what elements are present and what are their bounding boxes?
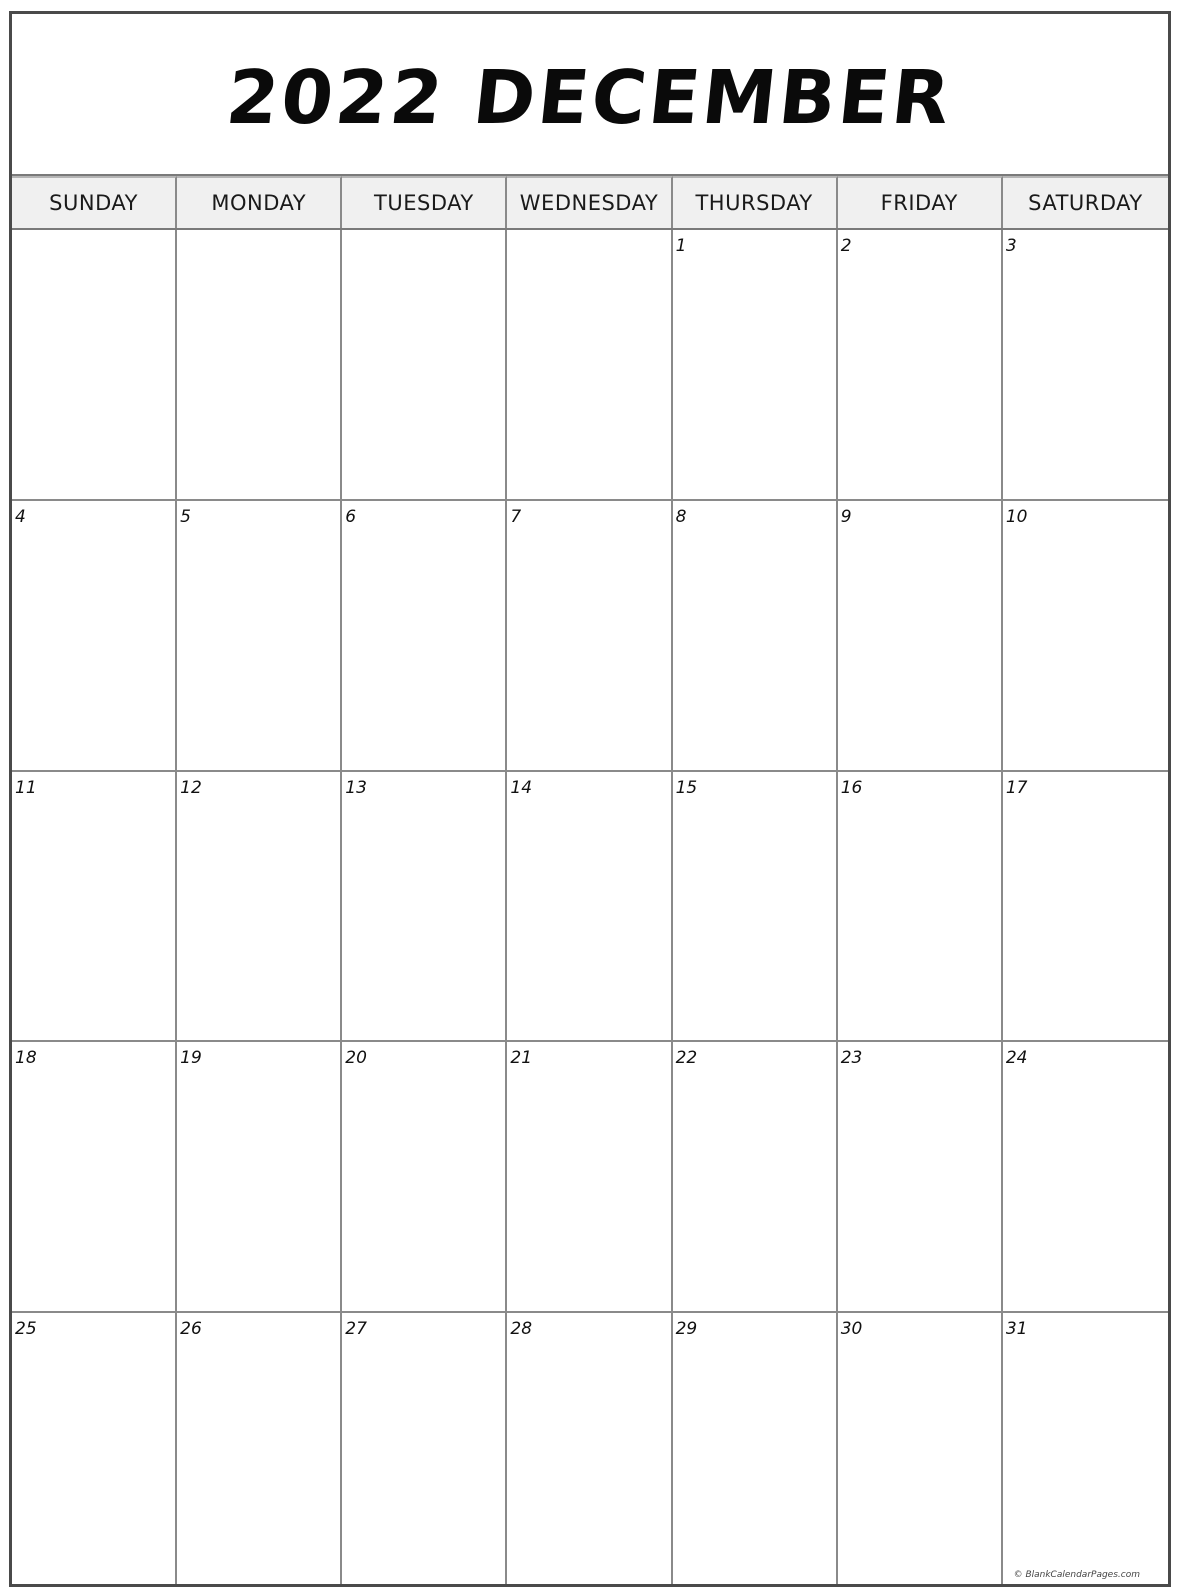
day-number: 15 (675, 777, 698, 798)
calendar-title: 2022 DECEMBER (222, 55, 958, 141)
title-area (12, 14, 1168, 176)
day-cell (507, 230, 672, 501)
day-number: 25 (15, 1319, 37, 1340)
day-number: 16 (840, 777, 863, 798)
weekday-tuesday: TUESDAY (342, 176, 507, 228)
day-number: 19 (180, 1048, 202, 1069)
calendar-page (9, 11, 1171, 1587)
day-number: 18 (15, 1048, 37, 1069)
day-cell (838, 501, 1003, 772)
day-number: 20 (345, 1048, 367, 1069)
day-cell (12, 1042, 177, 1313)
day-cell (12, 1313, 177, 1584)
day-cell (342, 230, 507, 501)
day-cell (342, 772, 507, 1043)
day-number: 3 (1005, 236, 1017, 256)
day-number: 30 (840, 1319, 863, 1340)
day-number: 31 (1005, 1319, 1028, 1340)
day-cell (342, 1313, 507, 1584)
day-cell (673, 501, 838, 772)
day-cell (507, 1313, 672, 1584)
day-cell (1003, 772, 1168, 1043)
day-cell (177, 772, 342, 1043)
day-number: 24 (1005, 1048, 1028, 1069)
day-number: 11 (15, 777, 37, 798)
day-cell (673, 1313, 838, 1584)
day-number: 12 (180, 777, 202, 798)
day-cell (838, 230, 1003, 501)
day-number: 8 (675, 506, 687, 527)
day-cell (12, 501, 177, 772)
day-cell (342, 1042, 507, 1313)
day-number: 14 (510, 777, 533, 798)
day-cell (507, 772, 672, 1043)
day-cell (177, 1042, 342, 1313)
weekday-thursday: THURSDAY (673, 176, 838, 228)
day-number: 1 (675, 236, 687, 256)
day-number: 27 (345, 1319, 367, 1340)
day-number: 4 (15, 506, 26, 527)
day-cell (1003, 1042, 1168, 1313)
day-cell (507, 1042, 672, 1313)
day-cell (507, 501, 672, 772)
day-number: 6 (345, 506, 357, 527)
day-cell (673, 1042, 838, 1313)
day-number: 28 (510, 1319, 533, 1340)
day-number: 21 (510, 1048, 533, 1069)
day-number: 22 (675, 1048, 698, 1069)
day-cell (177, 230, 342, 501)
weekday-header-row (12, 176, 1168, 230)
day-number: 23 (840, 1048, 863, 1069)
day-number: 13 (345, 777, 367, 798)
day-cell (673, 230, 838, 501)
day-cell (177, 501, 342, 772)
day-number: 29 (675, 1319, 698, 1340)
day-number: 10 (1005, 506, 1028, 527)
weekday-sunday: SUNDAY (12, 176, 177, 228)
day-number: 26 (180, 1319, 202, 1340)
copyright-credit: © BlankCalendarPages.com (1013, 1569, 1140, 1580)
day-cell (12, 772, 177, 1043)
day-number: 7 (510, 506, 522, 527)
day-number: 5 (180, 506, 191, 527)
weekday-monday: MONDAY (177, 176, 342, 228)
day-cell (838, 772, 1003, 1043)
day-cell (1003, 501, 1168, 772)
day-cell (838, 1313, 1003, 1584)
day-cell (1003, 230, 1168, 501)
weekday-friday: FRIDAY (838, 176, 1003, 228)
day-cell (1003, 1313, 1168, 1584)
day-number: 9 (840, 506, 852, 527)
day-number: 2 (840, 236, 852, 256)
day-cell (342, 501, 507, 772)
day-cell (177, 1313, 342, 1584)
day-cell (673, 772, 838, 1043)
weekday-saturday: SATURDAY (1003, 176, 1168, 228)
day-cell (838, 1042, 1003, 1313)
calendar-grid (12, 230, 1168, 1584)
day-number: 17 (1005, 777, 1028, 798)
weekday-wednesday: WEDNESDAY (507, 176, 672, 228)
day-cell (12, 230, 177, 501)
